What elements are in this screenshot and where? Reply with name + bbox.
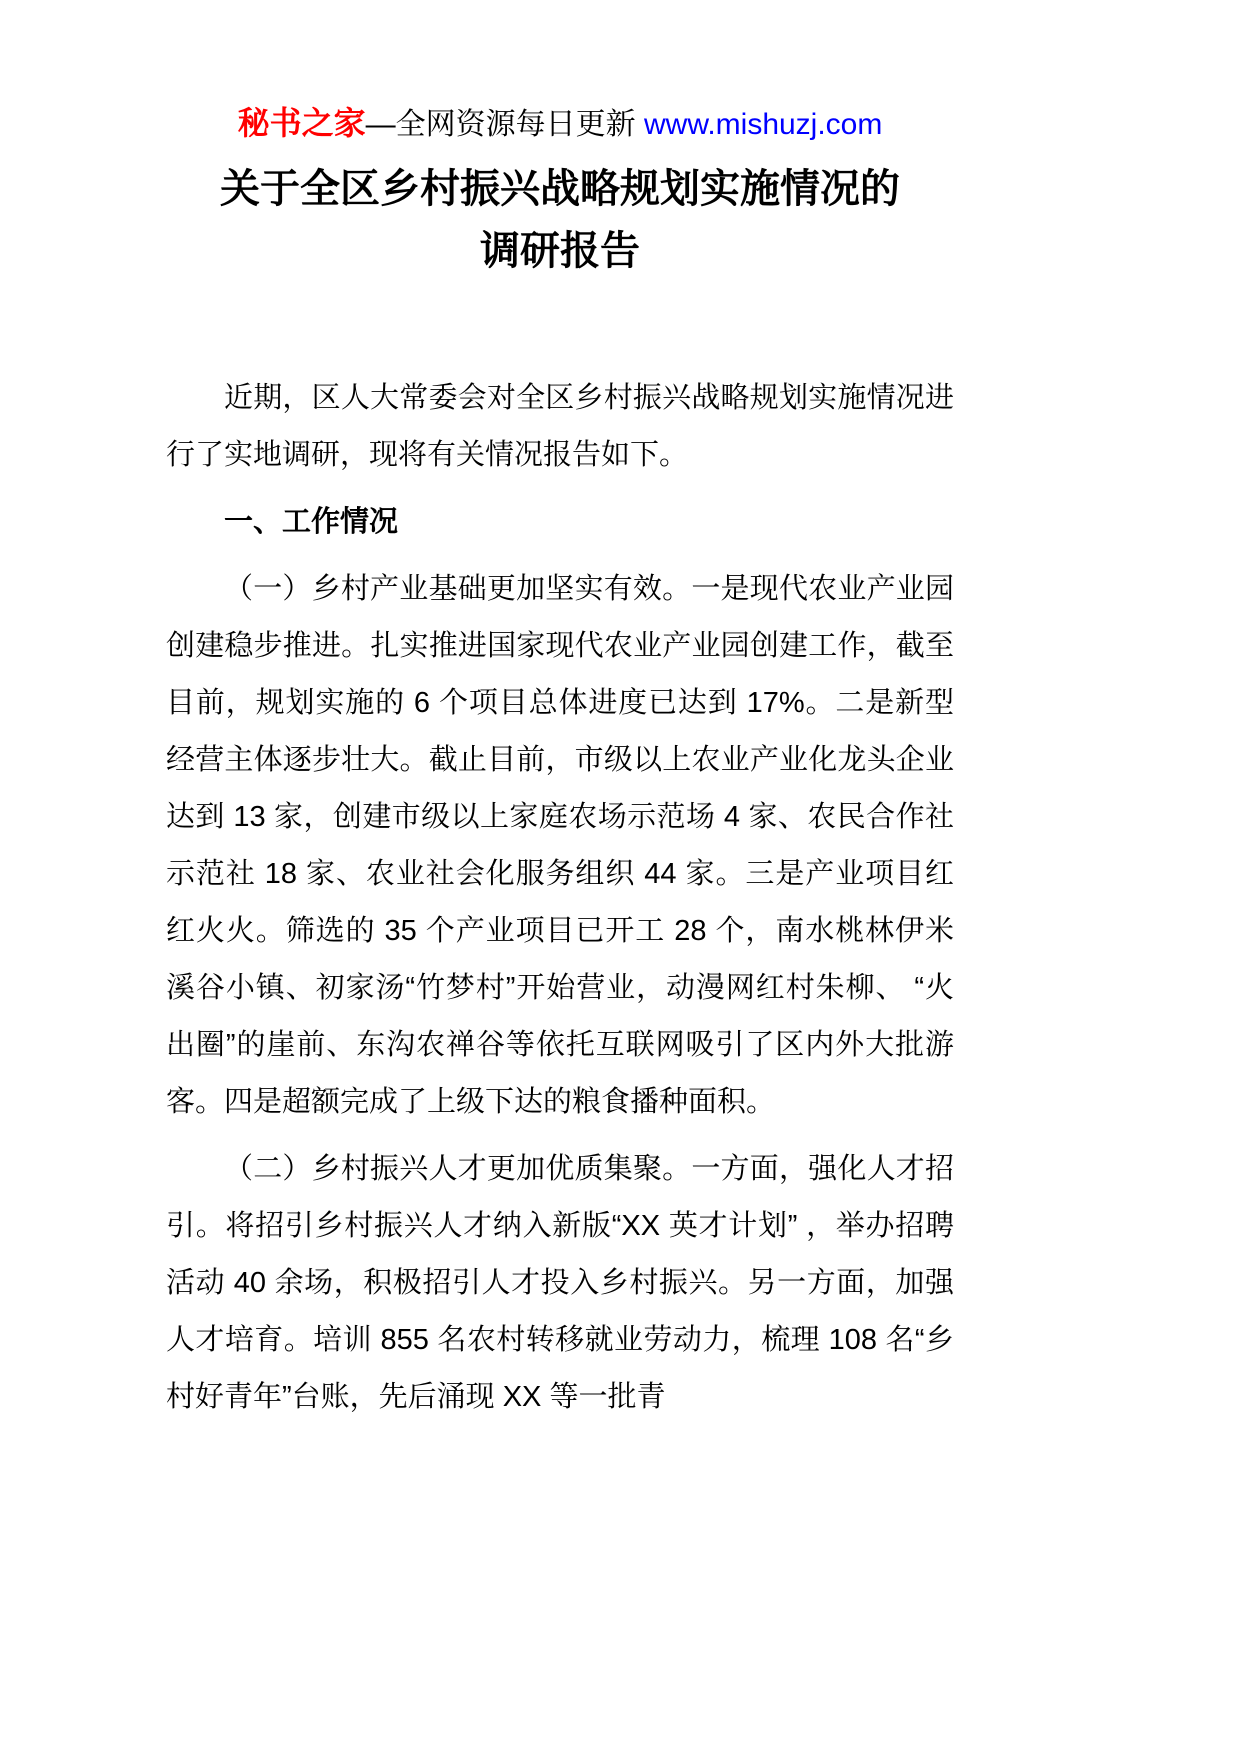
document-content	[166, 0, 954, 1436]
paragraph-section-1-2: （二）乡村振兴人才更加优质集聚。一方面，强化人才招引。将招引乡村振兴人才纳入新版“XX 英才计划” ，举办招聘活动 40 余场，积极招引人才投入乡村振兴。另一方面，加强人才培育。培训 855 名农村转移就业劳动力，梳理 108 名“乡村好青年”台账，先后涌现 XX 等一批青	[166, 1153, 954, 1413]
document-title-line1: 关于全区乡村振兴战略规划实施情况的	[220, 167, 900, 211]
site-brand: 秘书之家	[237, 105, 366, 141]
section-heading-1: 一、工作情况	[224, 506, 399, 538]
paragraph-section-1-1: （一）乡村产业基础更加坚实有效。一是现代农业产业园创建稳步推进。扎实推进国家现代农业产业园创建工作，截至目前，规划实施的 6 个项目总体进度已达到 17%。二是新型经营主体逐步壮大。截止目前，市级以上农业产业化龙头企业达到 13 家，创建市级以上家庭农场示范场 4 家、农民合作社示范社 18 家、农业社会化服务组织 44 家。三是产业项目红红火火。筛选的 35 个产业项目已开工 28 个，南水桃林伊米溪谷小镇、初家汤“竹梦村”开始营业，动漫网红村朱柳、 “火出圈”的崖前、东沟农禅谷等依托互联网吸引了区内外大批游客。四是超额完成了上级下达的粮食播种面积。	[166, 573, 954, 1118]
document-title	[166, 158, 954, 282]
paragraph-intro: 近期，区人大常委会对全区乡村振兴战略规划实施情况进行了实地调研，现将有关情况报告如下。	[166, 382, 954, 471]
site-slogan: —全网资源每日更新	[365, 108, 644, 141]
document-body	[166, 370, 954, 1426]
site-url-link[interactable]: www.mishuzj.com	[643, 108, 883, 141]
site-header	[166, 98, 954, 144]
document-title-line2: 调研报告	[480, 229, 640, 273]
